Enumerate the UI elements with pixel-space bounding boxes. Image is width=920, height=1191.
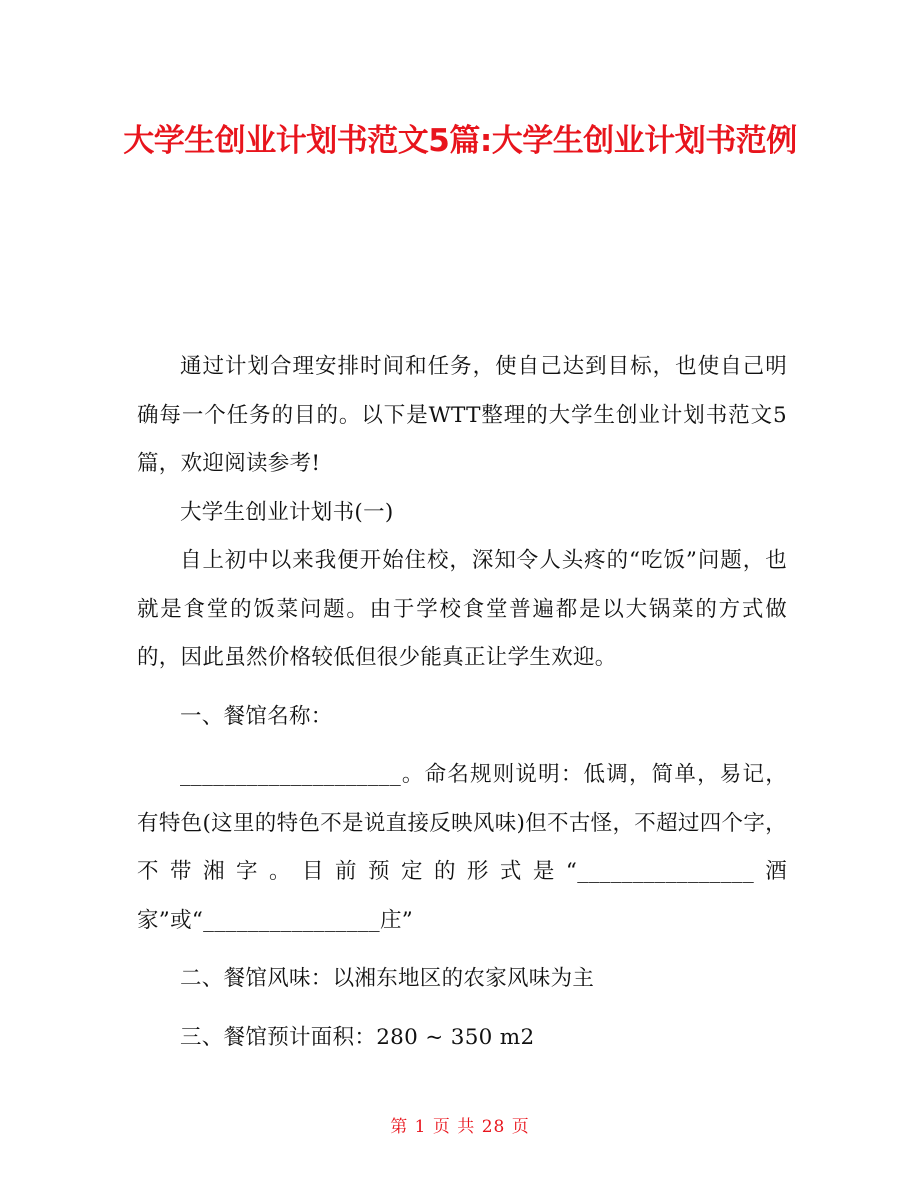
item-area: 三、餐馆预计面积：280 ~ 350 m2: [180, 1024, 535, 1050]
document-title: 大学生创业计划书范文5篇:大学生创业计划书范例: [123, 123, 797, 159]
item-flavor: 二、餐馆风味：以湘东地区的农家风味为主: [180, 966, 595, 991]
body-paragraph: 自上初中以来我便开始住校，深知令人头疼的“吃饭”问题，也就是食堂的饭菜问题。由于学校食堂普遍都是以大锅菜的方式做的，因此虽然价格较低但很少能真正让学生欢迎。: [137, 548, 787, 670]
document-body: [137, 343, 787, 1062]
item-heading-name: 一、餐馆名称：: [180, 703, 333, 729]
page-footer: 第 1 页 共 28 页: [390, 1117, 530, 1137]
naming-rules-paragraph: ____________________。命名规则说明：低调，简单，易记，有特色(这里的特色不是说直接反映风味)但不古怪，不超过四个字，不带湘字。目前预定的形式是“________________酒家”或“________________庄”: [137, 762, 787, 933]
intro-paragraph: 通过计划合理安排时间和任务，使自己达到目标，也使自己明确每一个任务的目的。以下是WTT整理的大学生创业计划书范文5篇，欢迎阅读参考!: [137, 354, 787, 476]
section-heading: 大学生创业计划书(一): [180, 499, 394, 525]
